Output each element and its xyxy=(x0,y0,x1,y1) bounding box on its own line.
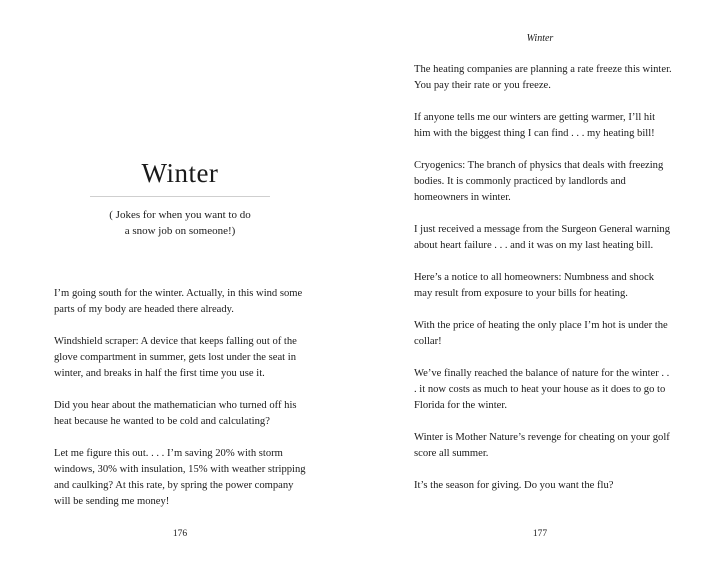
joke-paragraph: It’s the season for giving. Do you want the flu? xyxy=(414,480,614,491)
chapter-subtitle xyxy=(90,207,270,239)
right-page xyxy=(360,0,720,576)
page-number-right: 177 xyxy=(532,529,548,539)
joke-paragraph: Let me figure this out. . . . I’m saving 20% with storm windows, 30% with insulation, 15% with weather stripping and caulking? At this rate, by spring the power company will be sending me money! xyxy=(54,448,306,507)
left-joke-list xyxy=(54,286,312,526)
joke-paragraph: Here’s a notice to all homeowners: Numbness and shock may result from exposure to your bills for heating. xyxy=(414,272,655,299)
joke-paragraph: Winter is Mother Nature’s revenge for cheating on your golf score all summer. xyxy=(414,432,670,459)
chapter-title: Winter xyxy=(141,158,219,188)
subtitle-line-2: a snow job on someone!) xyxy=(124,225,236,237)
page-number-left: 176 xyxy=(172,529,188,539)
joke-paragraph: Did you hear about the mathematician who turned off his heat because he wanted to be cold and calculating? xyxy=(54,400,297,427)
right-joke-list xyxy=(414,62,672,510)
joke-paragraph: Windshield scraper: A device that keeps falling out of the glove compartment in summer, gets lost under the seat in winter, and breaks in half the first time you use it. xyxy=(54,336,297,379)
joke-paragraph: Cryogenics: The branch of physics that deals with freezing bodies. It is commonly practiced by landlords and homeowners in winter. xyxy=(414,160,664,203)
joke-paragraph: I just received a message from the Surgeon General warning about heart failure . . . and it was on my last heating bill. xyxy=(414,224,671,251)
joke-paragraph: I’m going south for the winter. Actually, in this wind some parts of my body are headed there already. xyxy=(54,288,303,315)
title-rule xyxy=(90,196,270,197)
joke-paragraph: We’ve finally reached the balance of nature for the winter . . . it now costs as much to heat your house as it does to go to Florida for the winter. xyxy=(414,368,670,411)
running-head: Winter xyxy=(526,33,554,44)
joke-paragraph: With the price of heating the only place I’m hot is under the collar! xyxy=(414,320,668,347)
joke-paragraph: If anyone tells me our winters are getting warmer, I’ll hit him with the biggest thing I can find . . . my heating bill! xyxy=(414,112,656,139)
subtitle-line-1: ( Jokes for when you want to do xyxy=(109,209,251,221)
joke-paragraph: The heating companies are planning a rate freeze this winter. You pay their rate or you freeze. xyxy=(414,64,672,91)
